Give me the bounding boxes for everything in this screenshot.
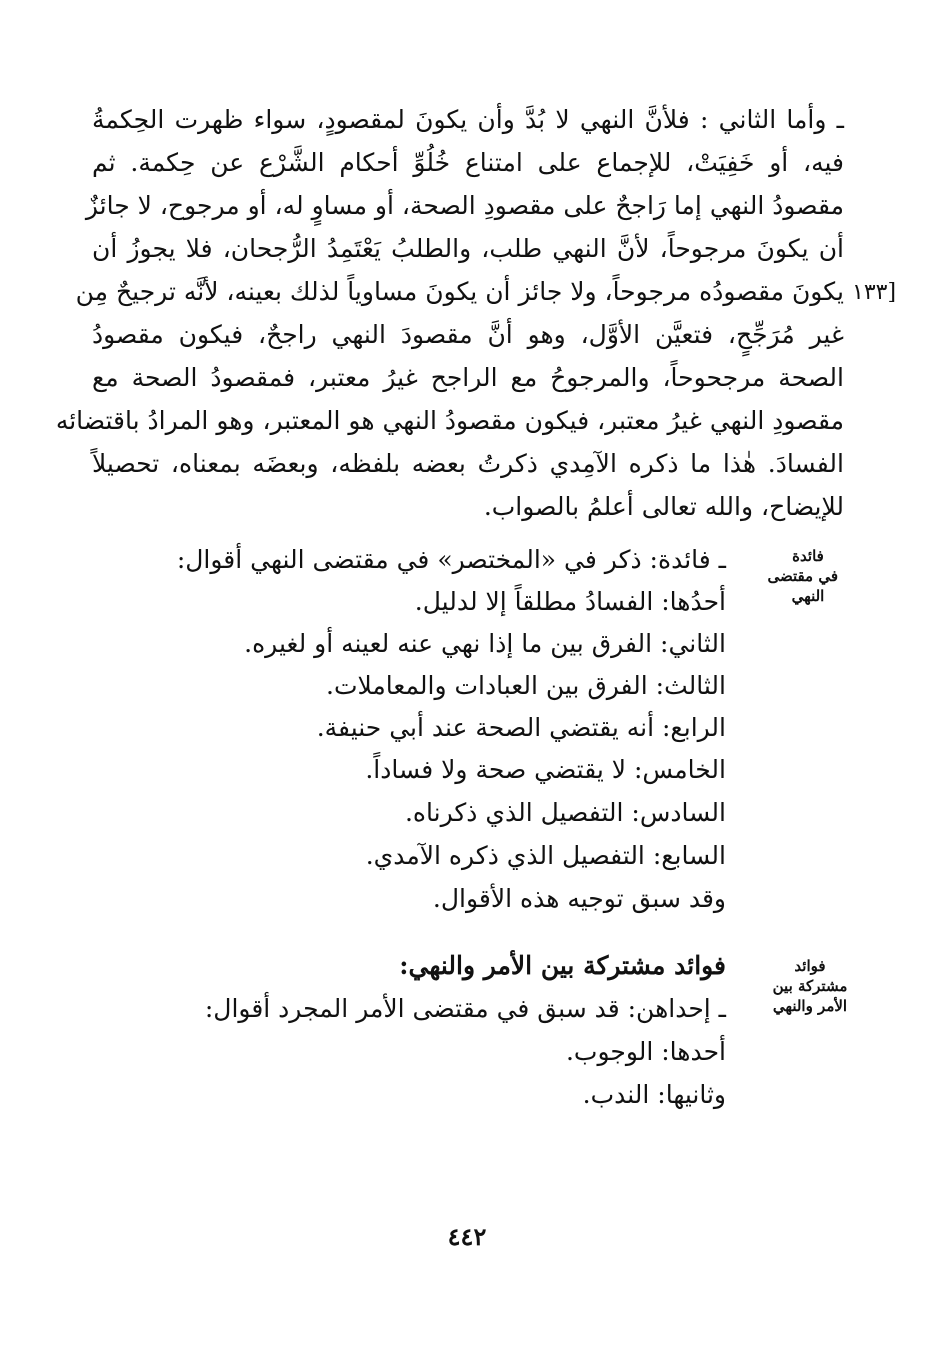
fayda-item: الرابع: أنه يقتضي الصحة عند أبي حنيفة.	[316, 713, 726, 742]
paragraph-line: مقصودُ النهي إما رَاجحٌ على مقصودِ الصحة، أو مساوٍ له، أو مرجوح، لا جائزٌ	[85, 191, 844, 220]
paragraph-line: ـ وأما الثاني : فلأنَّ النهي لا بُدَّ وأن يكونَ لمقصودٍ، سواء ظهرت الحِكمةُ	[92, 105, 844, 134]
paragraph-line: غير مُرَجِّحٍ، فتعيَّن الأوَّل، وهو أنَّ مقصودَ النهي راجحٌ، فيكون مقصودُ	[92, 320, 844, 349]
folio-reference: [١٣٣	[852, 280, 897, 305]
shared-heading: فوائد مشتركة بين الأمر والنهي:	[399, 951, 726, 980]
margin-note-line: النهي	[791, 587, 825, 605]
fayda-item: الثالث: الفرق بين العبادات والمعاملات.	[326, 671, 726, 700]
paragraph-line: أن يكونَ مرجوحاً، لأنَّ النهي طلب، والطلبُ يَعْتَمِدُ الرُّجحان، فلا يجوزُ أن	[92, 234, 844, 263]
fayda-heading: ـ فائدة: ذكر في «المختصر» في مقتضى النهي أقوال:	[176, 545, 726, 574]
paragraph-line: للإيضاح، والله تعالى أعلمُ بالصواب.	[483, 492, 844, 521]
fayda-item: السادس: التفصيل الذي ذكرناه.	[404, 798, 726, 827]
paragraph-line: فيه، أو خَفِيَتْ، للإجماع على امتناع خُلُوِّ أحكام الشَّرْع عن حِكمة. ثم	[92, 148, 844, 177]
fayda-item: الخامس: لا يقتضي صحة ولا فساداً.	[365, 755, 726, 784]
page-number: ٤٤٢	[447, 1222, 487, 1251]
fayda-item: الثاني: الفرق بين ما إذا نهي عنه لعينه أو لغيره.	[244, 629, 726, 658]
margin-note-shared	[770, 956, 850, 1016]
margin-note-line: في مقتضى	[767, 567, 838, 585]
paragraph-line: الفسادَ. هٰذا ما ذكره الآمِدي ذكرتُ بعضه بلفظه، وبعضَه بمعناه، تحصيلاً	[92, 449, 844, 478]
margin-note-line: فائدة	[792, 547, 824, 565]
shared-item: أحدها: الوجوب.	[565, 1037, 726, 1066]
paragraph-line: مقصودِ النهي غيرُ معتبر، فيكون مقصودُ النهي هو المعتبر، وهو المرادُ باقتضائه	[55, 406, 844, 435]
margin-note-fayda	[767, 546, 838, 606]
fayda-item: أحدُها: الفسادُ مطلقاً إلا لدليل.	[414, 587, 726, 616]
margin-note-line: فوائد	[794, 957, 826, 975]
paragraph-line: يكونَ مقصودُه مرجوحاً، ولا جائز أن يكونَ مساوياً لذلك بعينه، لأنَّه ترجيحٌ مِن	[75, 277, 844, 306]
shared-item: ـ إحداهن: قد سبق في مقتضى الأمر المجرد أقوال:	[204, 994, 726, 1023]
margin-note-line: الأمر والنهي	[772, 997, 848, 1015]
fayda-item: وقد سبق توجيه هذه الأقوال.	[432, 884, 726, 913]
fayda-item: السابع: التفصيل الذي ذكره الآمدي.	[365, 841, 726, 870]
margin-note-line: مشتركة بين	[772, 977, 848, 995]
paragraph-line: الصحة مرجحوحاً، والمرجوحُ مع الراجح غيرُ معتبر، فمقصودُ الصحة مع	[92, 363, 844, 392]
shared-item: وثانيها: الندب.	[582, 1080, 726, 1109]
